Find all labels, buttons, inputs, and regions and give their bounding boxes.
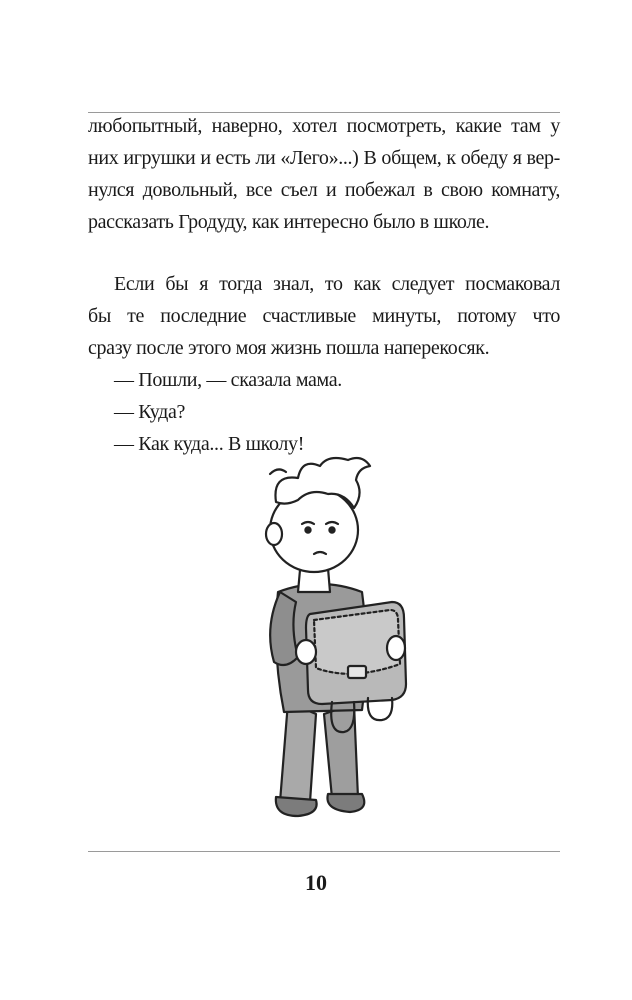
schoolbag-clasp [348,666,366,678]
text-line: них игрушки и есть ли «Лего»...) В общем, к обеду я вер- [88,147,560,169]
text-line: бы те последние счастливые минуты, потому что [88,305,560,327]
text-line: Если бы я тогда знал, то как следует посмаковал [114,273,560,295]
body-text [88,110,560,460]
text-line: сразу после этого моя жизнь пошла наперекосяк. [88,337,490,359]
ear [266,523,282,545]
left-shoe [276,797,317,816]
boy-with-schoolbag-illustration [258,452,420,824]
dialogue-line: — Как куда... В школу! [114,433,305,455]
paragraph-gap [88,238,560,268]
left-leg [280,702,316,802]
bottom-rule [88,851,560,852]
text-line: рассказать Гродуду, как интересно было в школе. [88,211,490,233]
left-hand [296,640,316,664]
dialogue-line: — Пошли, — сказала мама. [114,369,342,391]
left-arm [270,592,298,665]
page-number: 10 [305,870,327,895]
text-line: нулся довольный, все съел и побежал в свою комнату, [88,179,560,201]
text-line: любопытный, наверно, хотел посмотреть, какие там у [88,115,560,137]
right-hand [387,636,405,660]
dialogue-line: — Куда? [114,401,186,423]
right-shoe [327,794,364,812]
